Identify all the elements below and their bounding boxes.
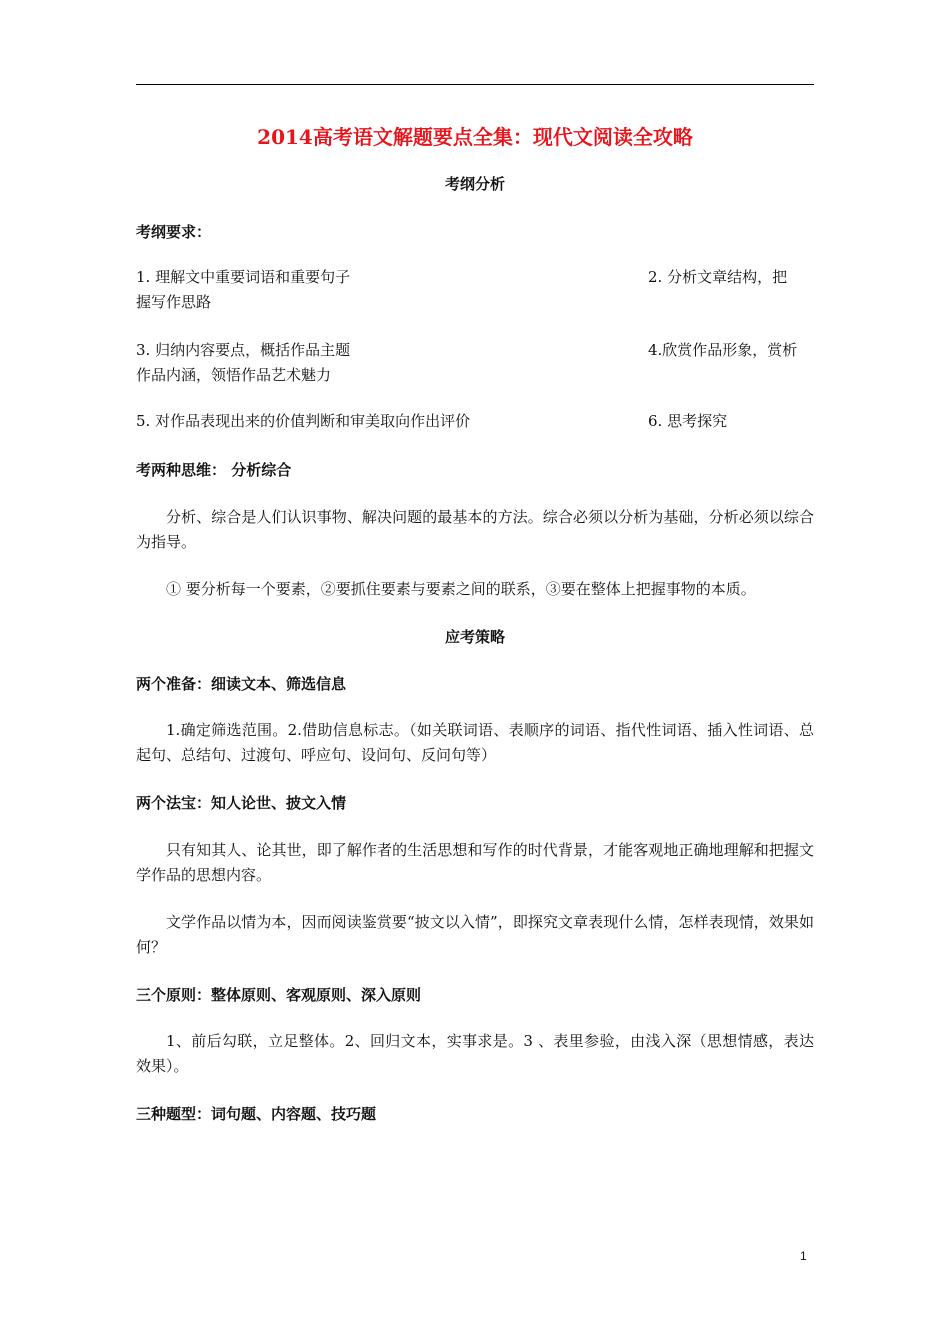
requirement-row [136, 338, 814, 388]
question-types-heading: 三种题型：词句题、内容题、技巧题 [136, 1105, 377, 1123]
preparation-heading: 两个准备：细读文本、筛选信息 [136, 675, 347, 693]
requirement-item: 6. 思考探究 [648, 412, 728, 430]
section-heading-outline: 考纲分析 [444, 175, 505, 193]
section-heading-strategy: 应考策略 [444, 628, 505, 646]
thinking-paragraph: 分析、综合是人们认识事物、解决问题的最基本的方法。综合必须以分析为基础，分析必须以综合为指导。 [136, 508, 814, 551]
requirement-row [136, 265, 814, 315]
requirement-item: 5. 对作品表现出来的价值判断和审美取向作出评价 [136, 412, 471, 430]
requirement-item: 2. 分析文章结构，把 [648, 268, 788, 286]
requirement-item: 1. 理解文中重要词语和重要句子 [136, 268, 351, 286]
document-title: 2014高考语文解题要点全集：现代文阅读全攻略 [257, 125, 693, 149]
requirements-heading: 考纲要求： [136, 223, 212, 241]
methods-paragraph-1: 只有知其人、论其世，即了解作者的生活思想和写作的时代背景，才能客观地正确地理解和把握文学作品的思想内容。 [136, 841, 814, 884]
preparation-paragraph: 1.确定筛选范围。2.借助信息标志。（如关联词语、表顺序的词语、指代性词语、插入性词语、总起句、总结句、过渡句、呼应句、设问句、反问句等） [136, 721, 814, 764]
requirement-continuation: 作品内涵，领悟作品艺术魅力 [136, 366, 332, 384]
requirement-item: 3. 归纳内容要点，概括作品主题 [136, 341, 351, 359]
principles-heading: 三个原则：整体原则、客观原则、深入原则 [136, 986, 422, 1004]
page-number: 1 [800, 1249, 807, 1263]
methods-heading: 两个法宝：知人论世、披文入情 [136, 794, 347, 812]
principles-paragraph: 1、前后勾联，立足整体。2、回归文本，实事求是。3 、表里参验，由浅入深（思想情感，表达效果）。 [136, 1032, 814, 1075]
requirement-continuation: 握写作思路 [136, 293, 212, 311]
methods-paragraph-2: 文学作品以情为本，因而阅读鉴赏要“披文以入情”，即探究文章表现什么情，怎样表现情，效果如何？ [136, 913, 814, 956]
requirement-row [136, 409, 814, 434]
thinking-heading: 考两种思维： 分析综合 [136, 461, 292, 479]
thinking-points-paragraph: ① 要分析每一个要素，②要抓住要素与要素之间的联系，③要在整体上把握事物的本质。 [166, 580, 756, 598]
header-rule [136, 84, 814, 85]
requirement-item: 4.欣赏作品形象，赏析 [648, 341, 798, 359]
